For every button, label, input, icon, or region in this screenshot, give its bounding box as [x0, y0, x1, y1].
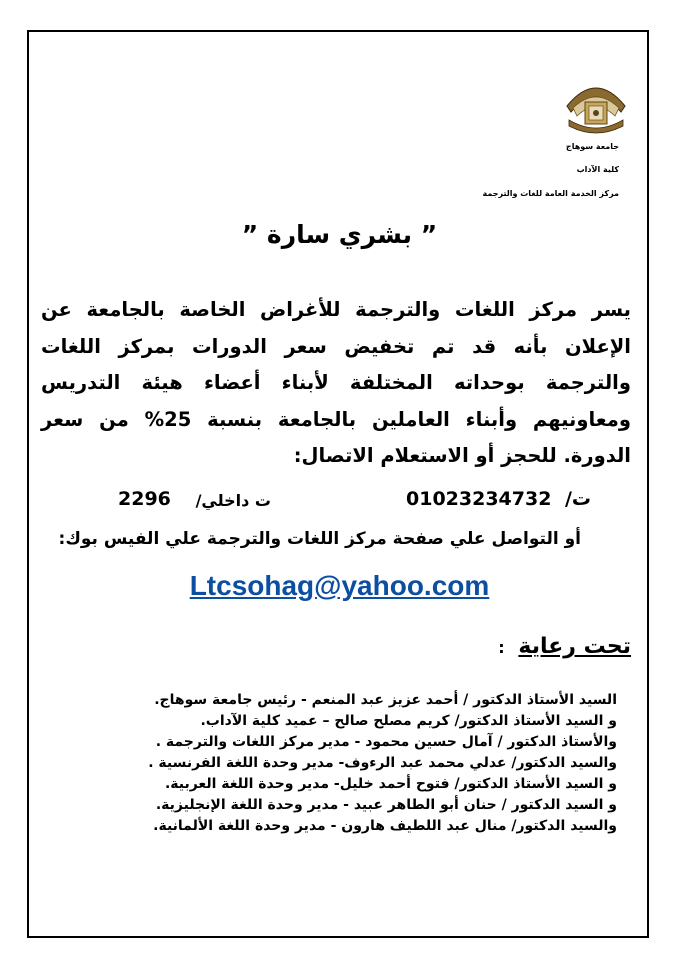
page-title: ” بشري سارة ” — [241, 220, 438, 249]
extension-label: ت داخلي/ — [195, 491, 271, 510]
patronage-heading — [498, 634, 631, 659]
patronage-colon: : — [498, 638, 505, 657]
phone-label: ت/ — [564, 488, 591, 510]
announcement-text: يسر مركز اللغات والترجمة للأغراض الخاصة بالجامعة عن الإعلان بأنه قد تم تخفيض سعر الدورات بمركز اللغات والترجمة بوحداته المختلفة لأبناء أعضاء هيئة التدريس ومعاونيهم وأبناء العاملين بالجامعة بنسبة 25% من سعر الدورة. للحجز أو الاستعلام الاتصال: — [41, 298, 631, 467]
faculty-name: كلية الآداب — [576, 165, 619, 174]
email-link[interactable]: Ltcsohag@yahoo.com — [189, 570, 490, 601]
phone-number: 01023234732 — [406, 488, 552, 510]
extension-number: 2296 — [118, 488, 171, 510]
patron-item: و السيد الأستاذ الدكتور/ فتوح أحمد خليل- مدير وحدة اللغة العربية. — [164, 776, 617, 792]
patron-item: والسيد الدكتور/ منال عبد اللطيف هارون - مدير وحدة اللغة الألمانية. — [153, 818, 617, 834]
patron-item: والأستاذ الدكتور / آمال حسين محمود - مدير مركز اللغات والترجمة . — [155, 734, 617, 750]
patronage-title: تحت رعاية — [518, 634, 631, 659]
center-name: مركز الخدمة العامة للغات والترجمة — [482, 189, 619, 198]
patron-item: السيد الأستاذ الدكتور / أحمد عزيز عبد المنعم - رئيس جامعة سوهاج. — [154, 692, 617, 708]
university-name: جامعة سوهاج — [565, 142, 619, 151]
patron-item: والسيد الدكتور/ عدلي محمد عبد الرءوف- مدير وحدة اللغة الفرنسية . — [148, 755, 617, 771]
university-seal-logo — [563, 76, 629, 134]
facebook-contact-line: أو التواصل علي صفحة مركز اللغات والترجمة علي الفيس بوك: — [58, 529, 581, 549]
patron-item: و السيد الدكتور / حنان أبو الطاهر عبيد - مدير وحدة اللغة الإنجليزية. — [155, 797, 617, 813]
patron-item: و السيد الأستاذ الدكتور/ كريم مصلح صالح – عميد كلية الآداب. — [200, 713, 617, 729]
patrons-list — [148, 690, 617, 837]
